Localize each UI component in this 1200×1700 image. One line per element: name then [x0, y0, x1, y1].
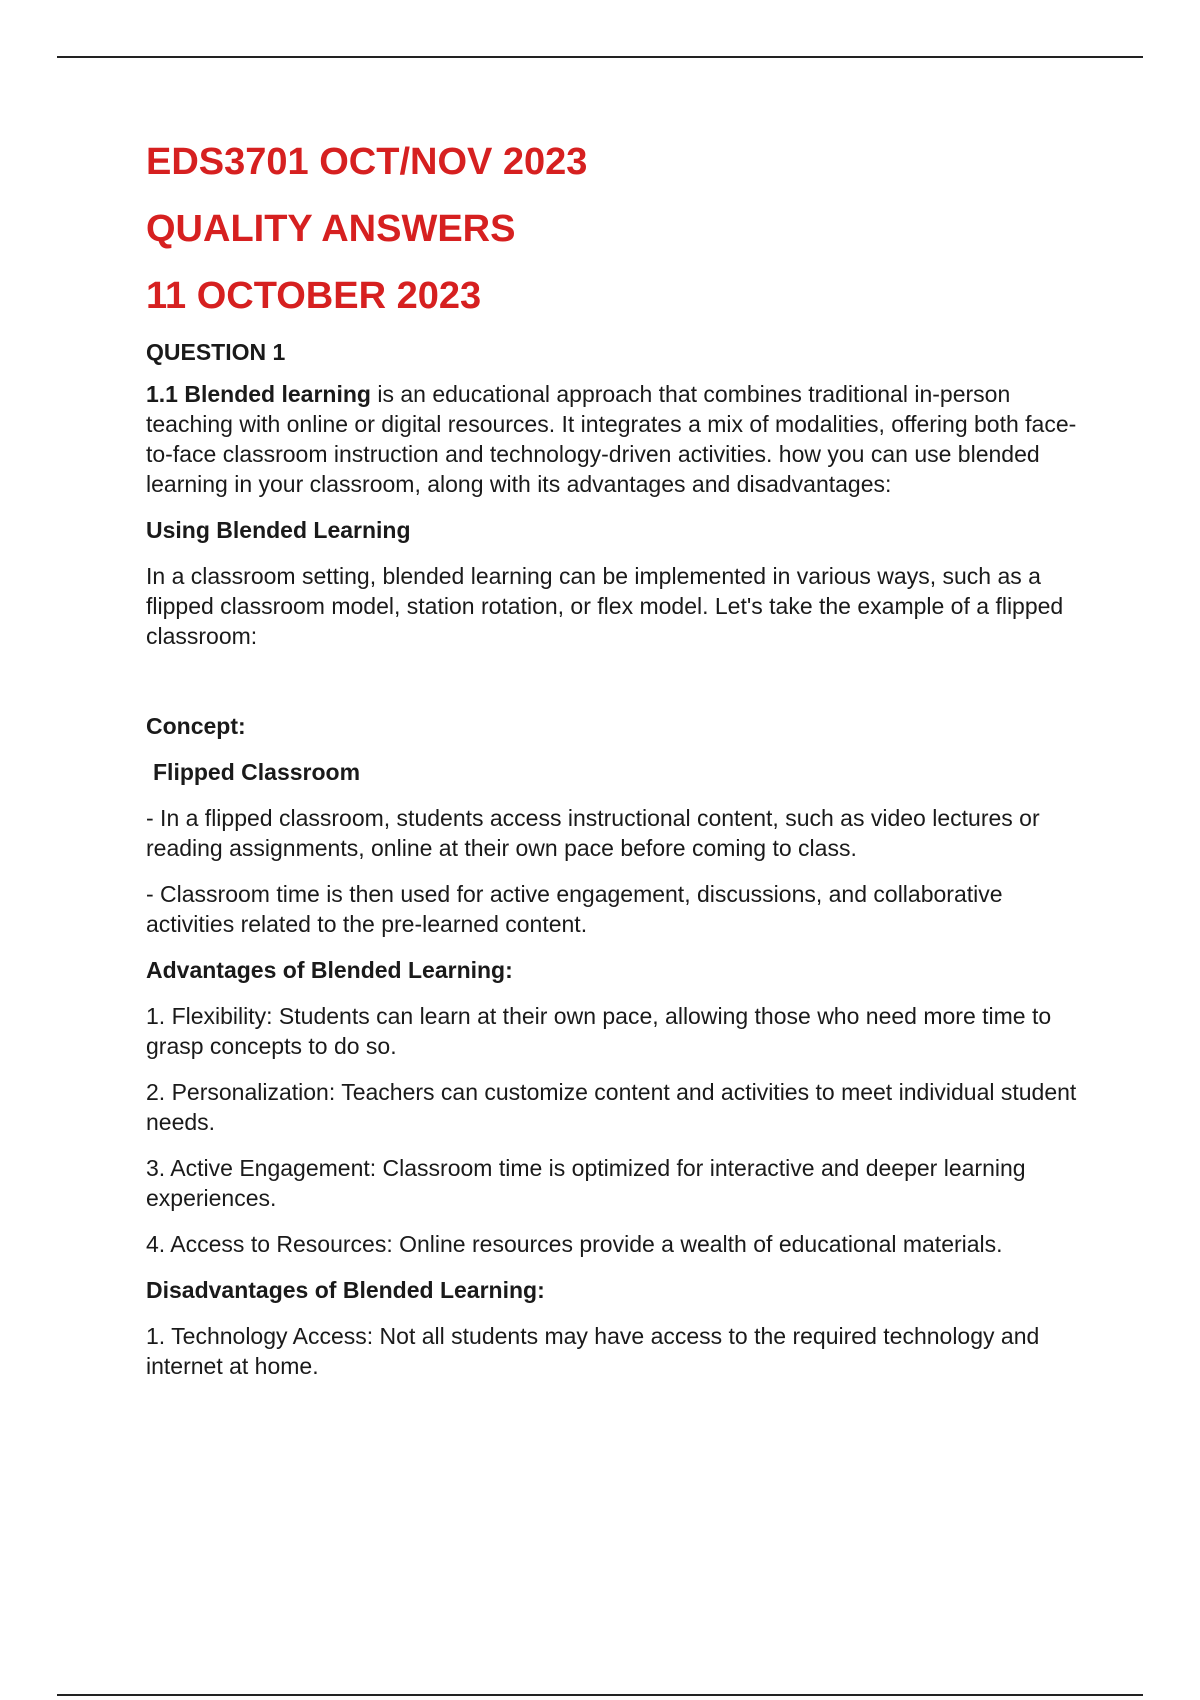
title-line-2: QUALITY ANSWERS: [146, 208, 516, 250]
intro-paragraph: [146, 379, 1096, 499]
spacer: [146, 667, 1096, 711]
advantage-item: 2. Personalization: Teachers can customize content and activities to meet individual student needs.: [146, 1079, 1077, 1135]
document-body: [146, 140, 1096, 1397]
title-line-1: EDS3701 OCT/NOV 2023: [146, 141, 588, 183]
advantages-heading: Advantages of Blended Learning:: [146, 957, 513, 983]
concept-heading: Concept:: [146, 713, 246, 739]
intro-text: is an educational approach that combines traditional in-person teaching with online or digital resources. It integrates a mix of modalities, offering both face-to-face classroom instruction and technology-driven activities. how you can use blended learning in your classroom, along with its advantages and disadvantages:: [146, 381, 1077, 497]
using-paragraph: In a classroom setting, blended learning can be implemented in various ways, such as a flipped classroom model, station rotation, or flex model. Let's take the example of a flipped classroom:: [146, 563, 1064, 649]
flipped-point: - Classroom time is then used for active engagement, discussions, and collaborative activities related to the pre-learned content.: [146, 881, 1003, 937]
intro-lead: 1.1 Blended learning: [146, 381, 371, 407]
disadvantages-heading: Disadvantages of Blended Learning:: [146, 1277, 545, 1303]
question-heading: QUESTION 1: [146, 339, 286, 365]
flipped-heading: Flipped Classroom: [153, 759, 361, 785]
advantage-item: 3. Active Engagement: Classroom time is optimized for interactive and deeper learning experiences.: [146, 1155, 1026, 1211]
flipped-point: - In a flipped classroom, students access instructional content, such as video lectures or reading assignments, online at their own pace before coming to class.: [146, 805, 1040, 861]
using-heading: Using Blended Learning: [146, 517, 411, 543]
title-line-3: 11 OCTOBER 2023: [146, 275, 482, 317]
disadvantage-item: 1. Technology Access: Not all students may have access to the required technology and internet at home.: [146, 1323, 1040, 1379]
advantage-item: 1. Flexibility: Students can learn at their own pace, allowing those who need more time to grasp concepts to do so.: [146, 1003, 1052, 1059]
bottom-rule: [57, 1694, 1143, 1696]
advantage-item: 4. Access to Resources: Online resources provide a wealth of educational materials.: [146, 1231, 1003, 1257]
top-rule: [57, 56, 1143, 58]
